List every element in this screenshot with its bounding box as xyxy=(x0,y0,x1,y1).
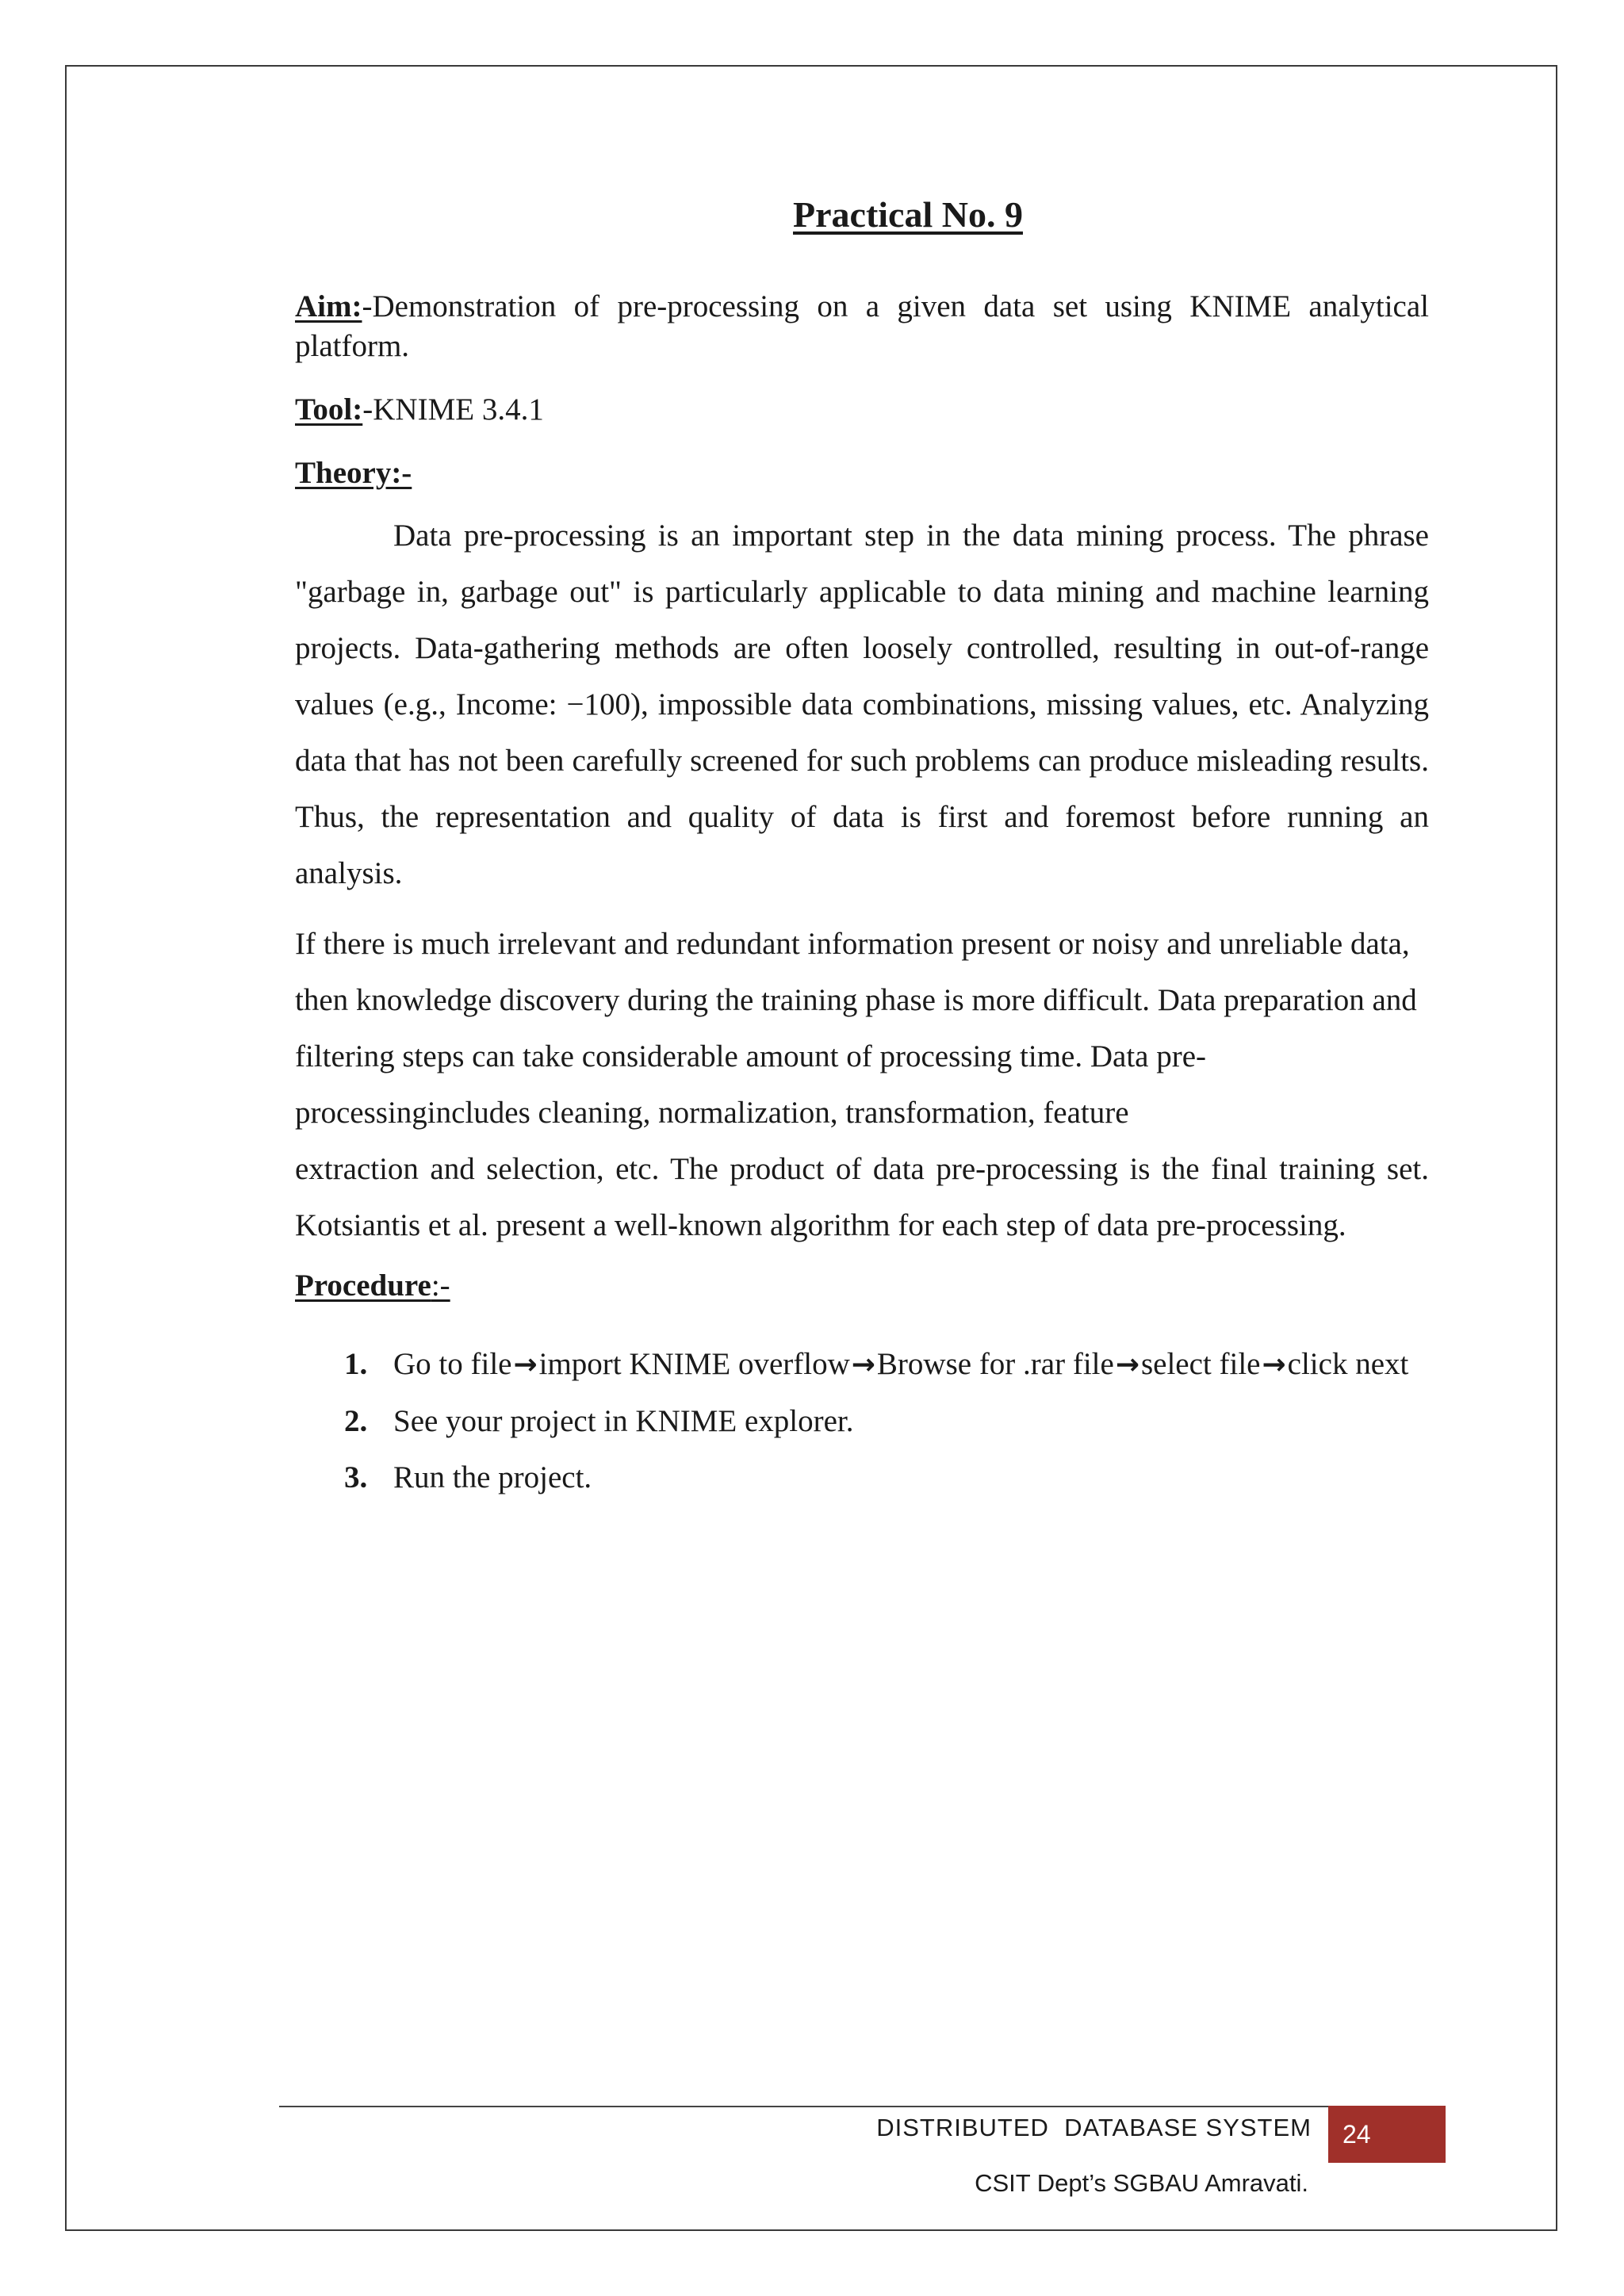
theory-paragraph-2 xyxy=(295,916,1429,1253)
aim-label: Aim: xyxy=(295,289,362,323)
list-item xyxy=(295,1336,1429,1393)
step-segment: select file xyxy=(1140,1347,1261,1381)
theory-section xyxy=(295,453,1429,493)
procedure-heading xyxy=(295,1269,450,1303)
procedure-label: Procedure xyxy=(295,1269,431,1303)
step-number: 2. xyxy=(344,1404,368,1438)
step-text: See your project in KNIME explorer. xyxy=(393,1404,854,1438)
page-number-badge: 24 xyxy=(1328,2106,1446,2163)
step-segment: Go to file xyxy=(393,1347,512,1381)
footer-divider xyxy=(279,2106,1445,2107)
aim-text: -Demonstration of pre-processing on a given data set using KNIME analytical platform. xyxy=(295,289,1429,363)
right-arrow-icon: → xyxy=(513,1349,538,1381)
step-segment: Browse for .rar file xyxy=(876,1347,1114,1381)
theory-label: Theory:- xyxy=(295,456,412,490)
tool-section xyxy=(295,390,1429,430)
theory-paragraph-2-part-1: If there is much irrelevant and redundant information present or noisy and unreliable data, then knowledge discovery during the training phase is more difficult. Data preparation and filtering steps can take considerable amount of processing time. Data pre-processingincludes cleaning, normalization, transformation, feature xyxy=(295,927,1417,1130)
document-body xyxy=(295,287,1429,1506)
theory-paragraph-1: Data pre-processing is an important step in the data mining process. The phrase "garbage in, garbage out" is particularly applicable to data mining and machine learning projects. Data-gathering methods are often loosely controlled, resulting in out-of-range values (e.g., Income: −100), impossible data combinations, missing values, etc. Analyzing data that has not been carefully screened for such problems can produce misleading results. Thus, the representation and quality of data is first and foremost before running an analysis. xyxy=(295,519,1429,890)
procedure-steps xyxy=(295,1336,1429,1506)
procedure-suffix: :- xyxy=(431,1269,450,1303)
right-arrow-icon: → xyxy=(851,1349,875,1381)
right-arrow-icon: → xyxy=(1115,1349,1139,1381)
page-title: Practical No. 9 xyxy=(793,194,1023,235)
footer-title: DISTRIBUTED DATABASE SYSTEM xyxy=(876,2114,1312,2141)
list-item xyxy=(295,1449,1429,1506)
list-item xyxy=(295,1393,1429,1449)
theory-paragraph-2-part-2: extraction and selection, etc. The product of data pre-processing is the final training set. Kotsiantis et al. present a well-known algorithm for each step of data pre-processing. xyxy=(295,1152,1429,1242)
procedure-section xyxy=(295,1266,1429,1306)
step-number: 1. xyxy=(344,1347,368,1381)
tool-label: Tool: xyxy=(295,392,363,427)
step-segment: click next xyxy=(1287,1347,1409,1381)
step-number: 3. xyxy=(344,1460,368,1494)
right-arrow-icon: → xyxy=(1262,1349,1286,1381)
step-segment: import KNIME overflow xyxy=(538,1347,850,1381)
aim-section xyxy=(295,287,1429,366)
tool-text: -KNIME 3.4.1 xyxy=(362,392,544,427)
step-text: Run the project. xyxy=(393,1460,592,1494)
footer-subtitle: CSIT Dept’s SGBAU Amravati. xyxy=(975,2169,1308,2197)
